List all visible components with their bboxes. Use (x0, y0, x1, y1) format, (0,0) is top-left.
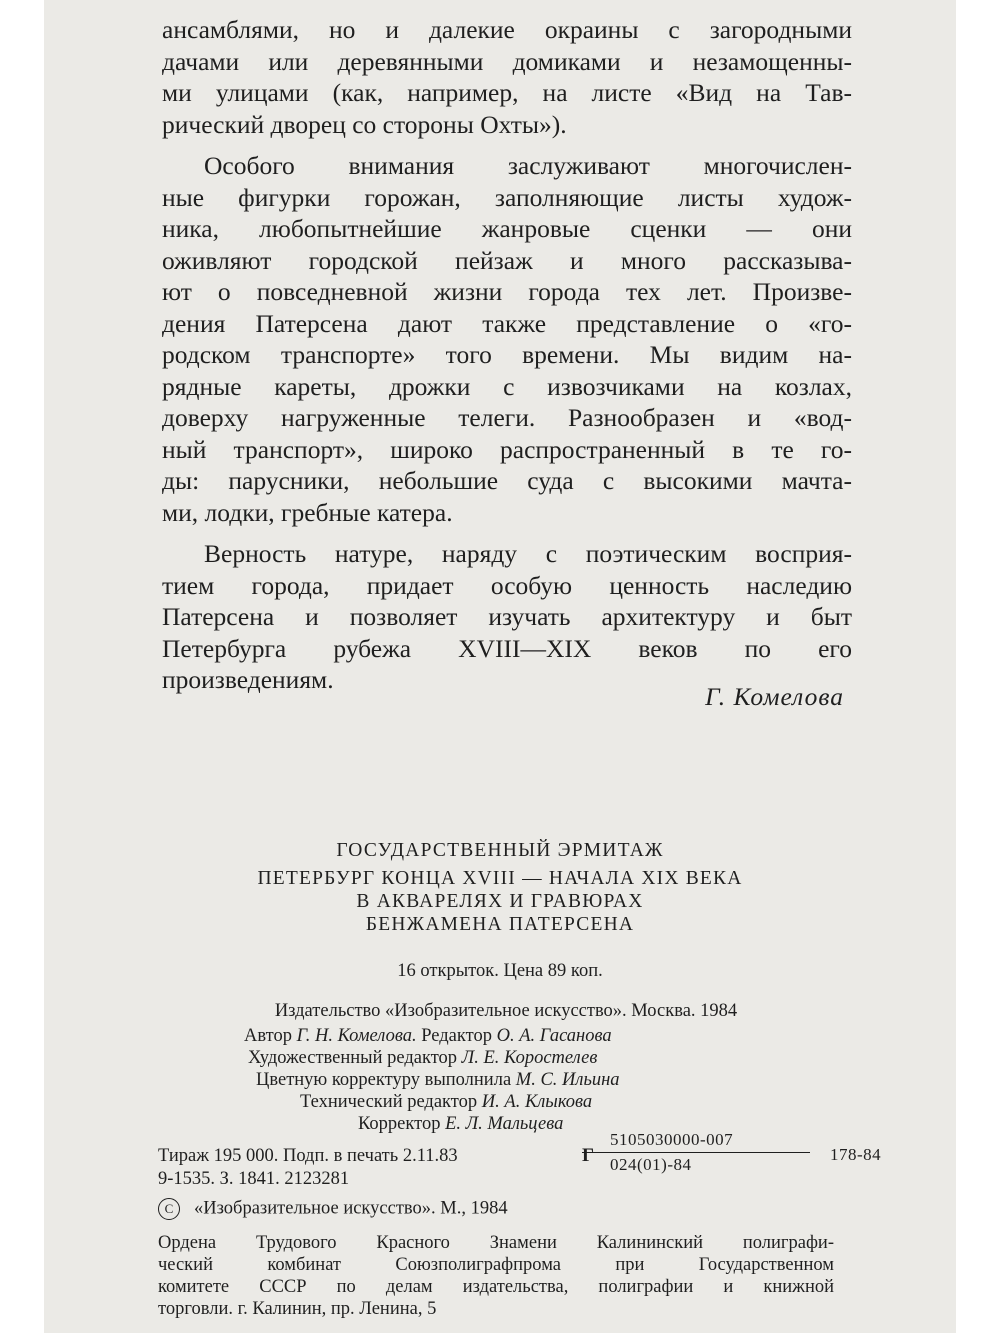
article-body (162, 14, 852, 696)
order-number: 9-1535. З. 1841. 2123281 (158, 1169, 350, 1189)
text-line: оживляют городской пейзаж и много рассказыва- (162, 245, 852, 275)
credit-role: Автор (244, 1026, 292, 1046)
text-line: доверху нагруженные телеги. Разнообразен и «вод- (162, 403, 852, 432)
text-line: ды: парусники, небольшие суда с высокими мачта- (162, 466, 852, 495)
print-run: Тираж 195 000. Подп. в печать 2.11.83 (158, 1146, 458, 1166)
credit-name: О. А. Гасанова (496, 1026, 612, 1046)
text-line: рический дворец со стороны Охты»). (162, 109, 567, 139)
book-page (44, 0, 956, 1333)
text-line: Петербурга рубежа XVIII—XIX веков по его (162, 633, 852, 663)
paragraph-1 (162, 14, 852, 140)
text-line: дачами или деревянными домиками и незамощенны- (162, 46, 852, 76)
book-title-line: ПЕТЕРБУРГ КОНЦА XVIII — НАЧАЛА XIX ВЕКА (257, 868, 743, 889)
press-line: комитете СССР по делам издательства, полиграфии и книжной (158, 1277, 834, 1297)
text-line: тием города, придает особую ценность наследию (162, 570, 852, 600)
credits-block (194, 1025, 814, 1135)
credit-role: Художественный редактор (248, 1048, 458, 1068)
credit-art-editor (194, 1047, 814, 1069)
text-line: произведениям. (162, 665, 334, 694)
printing-house (158, 1232, 834, 1320)
text-line: дения Патерсена дают также представление о «го- (162, 308, 852, 338)
book-title-line: В АКВАРЕЛЯХ И ГРАВЮРАХ (356, 891, 644, 912)
text-line: ные фигурки горожан, заполняющие листы худож- (162, 182, 852, 212)
text-line: ансамблями, но и далекие окраины с загородными (162, 15, 852, 44)
text-line: Особого внимания заслуживают многочислен- (204, 151, 852, 180)
credit-name: И. А. Клыкова (481, 1092, 593, 1112)
text-line: ми улицами (как, например, на листе «Вид на Тав- (162, 78, 852, 107)
press-line: Ордена Трудового Красного Знамени Калининский полиграфи- (158, 1233, 834, 1253)
text-line: ми, лодки, гребные катера. (162, 497, 453, 527)
credit-name: М. С. Ильина (515, 1070, 620, 1090)
index-denominator: 024(01)-84 (610, 1155, 692, 1174)
press-line: торговли. г. Калинин, пр. Ленина, 5 (158, 1299, 437, 1319)
paragraph-2 (162, 150, 852, 528)
text-line: ный транспорт», широко распространенный в те го- (162, 434, 852, 464)
credit-name: Г. Н. Комелова. (296, 1026, 417, 1046)
credit-role: Цветную корректуру выполнила (256, 1070, 512, 1090)
index-suffix: 178-84 (830, 1145, 882, 1164)
text-line: рядные кареты, дрожки с извозчиками на козлах, (162, 371, 852, 401)
credit-tech-editor (194, 1091, 814, 1113)
press-line: ческий комбинат Союзполиграфпрома при Государственном (158, 1255, 834, 1275)
credit-color-proofing (194, 1069, 814, 1091)
credit-role: Корректор (358, 1114, 441, 1134)
credit-role: Редактор (421, 1026, 492, 1046)
publication-index (582, 1130, 882, 1175)
copyright-line (158, 1198, 508, 1220)
credit-name: Л. Е. Коростелев (461, 1048, 598, 1068)
text-line: родском транспорте» того времени. Мы видим на- (162, 340, 852, 369)
text-line: Патерсена и позволяет изучать архитектуру и быт (162, 602, 852, 631)
set-info: 16 открыток. Цена 89 коп. (397, 961, 603, 981)
copyright-text: «Изобразительное искусство». М., 1984 (194, 1198, 508, 1219)
text-line: Верность натуре, наряду с поэтическим восприя- (204, 539, 852, 568)
index-letter: Г (582, 1145, 595, 1166)
publisher-line: Издательство «Изобразительное искусство». Москва. 1984 (274, 1001, 738, 1021)
text-line: ют о повседневной жизни города тех лет. Произве- (162, 277, 852, 306)
text-line: ника, любопытнейшие жанровые сценки — они (162, 214, 852, 243)
credit-name: Е. Л. Мальцева (445, 1114, 564, 1134)
credit-role: Технический редактор (300, 1092, 478, 1112)
credit-author-editor (194, 1025, 814, 1047)
copyright-icon: C (158, 1198, 180, 1220)
author-signature: Г. Комелова (705, 682, 844, 711)
index-numerator: 5105030000-007 (582, 1130, 810, 1153)
book-title-line: БЕНЖАМЕНА ПАТЕРСЕНА (365, 914, 635, 935)
museum-name: ГОСУДАРСТВЕННЫЙ ЭРМИТАЖ (336, 840, 664, 861)
paragraph-3 (162, 538, 852, 696)
